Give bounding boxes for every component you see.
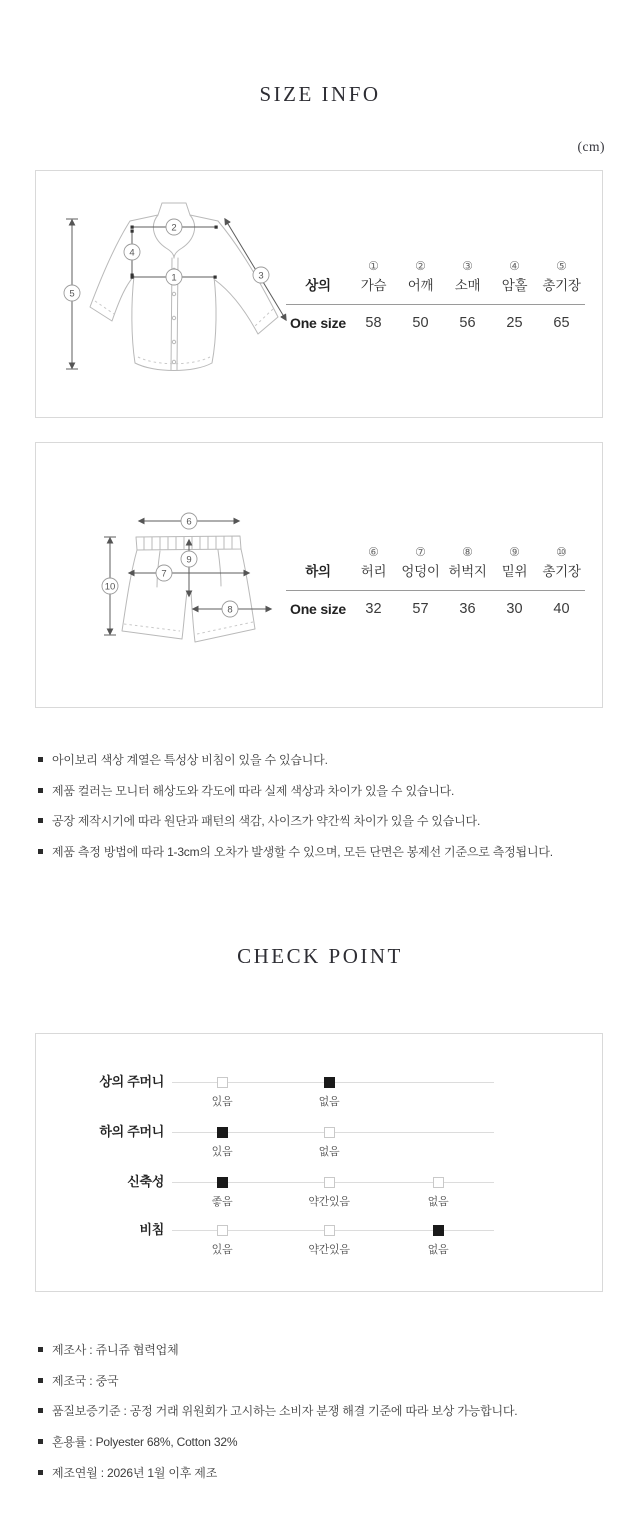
size-value: 50 <box>412 315 429 331</box>
checkpoint-option: 있음 <box>177 1225 267 1257</box>
checkpoint-option: 없음 <box>284 1077 374 1109</box>
check-point-panel <box>35 1033 603 1292</box>
option-marker <box>433 1225 444 1236</box>
option-marker <box>324 1177 335 1188</box>
size-value: 65 <box>553 315 570 331</box>
checkpoint-option: 없음 <box>393 1225 483 1257</box>
list-item: 제조사 : 쥬니쥬 협력업체 <box>38 1342 608 1358</box>
size-value: 58 <box>365 315 382 331</box>
svg-text:6: 6 <box>186 516 192 528</box>
column-label: 허벅지 <box>448 564 487 579</box>
option-marker <box>217 1225 228 1236</box>
shirt-outline-sketch <box>90 203 278 371</box>
list-item: 제품 측정 방법에 따라 1-3cm의 오차가 발생할 수 있으며, 모든 단면은 봉제선 기준으로 측정됩니다. <box>38 844 608 860</box>
list-item: 제품 컬러는 모니터 해상도와 각도에 따라 실제 색상과 차이가 있을 수 있습니다. <box>38 783 608 799</box>
option-marker <box>324 1225 335 1236</box>
checkpoint-scale <box>172 1172 494 1218</box>
checkpoint-row-top-pocket: 상의 주머니 있음 없음 <box>36 1072 602 1118</box>
square-bullet-icon <box>38 849 43 854</box>
option-marker <box>217 1127 228 1138</box>
list-item: 혼용률 : Polyester 68%, Cotton 32% <box>38 1434 608 1450</box>
checkpoint-row-sheerness: 비침 있음 약간있음 없음 <box>36 1220 602 1266</box>
square-bullet-icon <box>38 1439 43 1444</box>
size-value: 36 <box>459 601 476 617</box>
size-value: 56 <box>459 315 476 331</box>
column-label: 어깨 <box>407 278 434 293</box>
svg-text:4: 4 <box>129 247 135 259</box>
checkpoint-option: 있음 <box>177 1077 267 1109</box>
square-bullet-icon <box>38 788 43 793</box>
column-label: 총기장 <box>542 564 581 579</box>
list-item: 품질보증기준 : 공정 거래 위원회가 고시하는 소비자 분쟁 해결 기준에 따라 보상 가능합니다. <box>38 1403 608 1419</box>
option-marker <box>433 1177 444 1188</box>
top-size-table-value-row <box>286 305 585 332</box>
bottom-size-panel <box>35 442 603 708</box>
checkpoint-scale <box>172 1072 494 1118</box>
svg-text:9: 9 <box>186 554 192 566</box>
size-info-title: SIZE INFO <box>259 82 381 106</box>
product-info-list <box>38 1342 608 1495</box>
shorts-stitch-lines <box>124 622 253 634</box>
shorts-measure-lines <box>104 521 271 635</box>
svg-text:5: 5 <box>69 288 75 300</box>
option-marker <box>217 1177 228 1188</box>
square-bullet-icon <box>38 1378 43 1383</box>
checkpoint-option: 없음 <box>393 1177 483 1209</box>
check-point-title: CHECK POINT <box>237 944 403 968</box>
shorts-measure-badges <box>102 513 238 617</box>
checkpoint-row-stretch: 신축성 좋음 약간있음 없음 <box>36 1172 602 1218</box>
bottom-size-table-value-row <box>286 591 585 618</box>
list-item: 아이보리 색상 계열은 특성상 비침이 있을 수 있습니다. <box>38 752 608 768</box>
top-size-table <box>286 257 585 331</box>
checkpoint-option: 약간있음 <box>284 1177 374 1209</box>
svg-text:1: 1 <box>171 272 177 284</box>
column-label: 가슴 <box>360 278 387 293</box>
shirt-measure-badges <box>64 219 269 301</box>
size-value: 25 <box>506 315 523 331</box>
svg-text:3: 3 <box>258 270 264 282</box>
option-marker <box>217 1077 228 1088</box>
checkpoint-option: 있음 <box>177 1127 267 1159</box>
column-label: 엉덩이 <box>401 564 440 579</box>
list-item: 공장 제작시기에 따라 원단과 패턴의 색감, 사이즈가 약간씩 차이가 있을 수 있습니다. <box>38 813 608 829</box>
svg-text:2: 2 <box>171 222 177 234</box>
column-label: 소매 <box>454 278 481 293</box>
list-item: 제조연월 : 2026년 1월 이후 제조 <box>38 1465 608 1481</box>
checkpoint-option: 좋음 <box>177 1177 267 1209</box>
svg-text:10: 10 <box>104 581 116 593</box>
list-item: 제조국 : 중국 <box>38 1373 608 1389</box>
shirt-stitch-lines <box>95 301 273 364</box>
square-bullet-icon <box>38 1347 43 1352</box>
top-size-panel <box>35 170 603 418</box>
square-bullet-icon <box>38 1470 43 1475</box>
checkpoint-scale <box>172 1122 494 1168</box>
column-label: 허리 <box>360 564 387 579</box>
checkpoint-row-bottom-pocket: 하의 주머니 있음 없음 <box>36 1122 602 1168</box>
size-value: 57 <box>412 601 429 617</box>
option-marker <box>324 1127 335 1138</box>
bottom-size-table <box>286 543 585 617</box>
column-label: 밑위 <box>501 564 528 579</box>
size-value: 30 <box>506 601 523 617</box>
option-marker <box>324 1077 335 1088</box>
size-row-label: One size <box>290 601 346 617</box>
unit-cm-label: (cm) <box>577 139 605 154</box>
square-bullet-icon <box>38 1408 43 1413</box>
size-value: 32 <box>365 601 382 617</box>
size-row-label: One size <box>290 315 346 331</box>
pajama-shorts-diagram <box>100 509 280 659</box>
size-notes-list <box>38 752 608 875</box>
square-bullet-icon <box>38 757 43 762</box>
checkpoint-option: 약간있음 <box>284 1225 374 1257</box>
column-label: 암홀 <box>501 278 528 293</box>
top-size-table-header-row: 상의 ① 가슴 ② 어깨 ③ 소매 ④ 암홀 ⑤ 총기장 <box>286 257 585 305</box>
pajama-shirt-diagram <box>54 191 289 389</box>
column-label: 총기장 <box>542 278 581 293</box>
square-bullet-icon <box>38 818 43 823</box>
bottom-size-table-header-row: 하의 ⑥ 허리 ⑦ 엉덩이 ⑧ 허벅지 ⑨ 밑위 ⑩ 총기장 <box>286 543 585 591</box>
size-value: 40 <box>553 601 570 617</box>
bottom-category-label: 하의 <box>305 564 331 579</box>
svg-text:7: 7 <box>161 568 167 580</box>
top-category-label: 상의 <box>305 278 331 293</box>
checkpoint-option: 없음 <box>284 1127 374 1159</box>
checkpoint-scale <box>172 1220 494 1266</box>
svg-text:8: 8 <box>227 604 233 616</box>
